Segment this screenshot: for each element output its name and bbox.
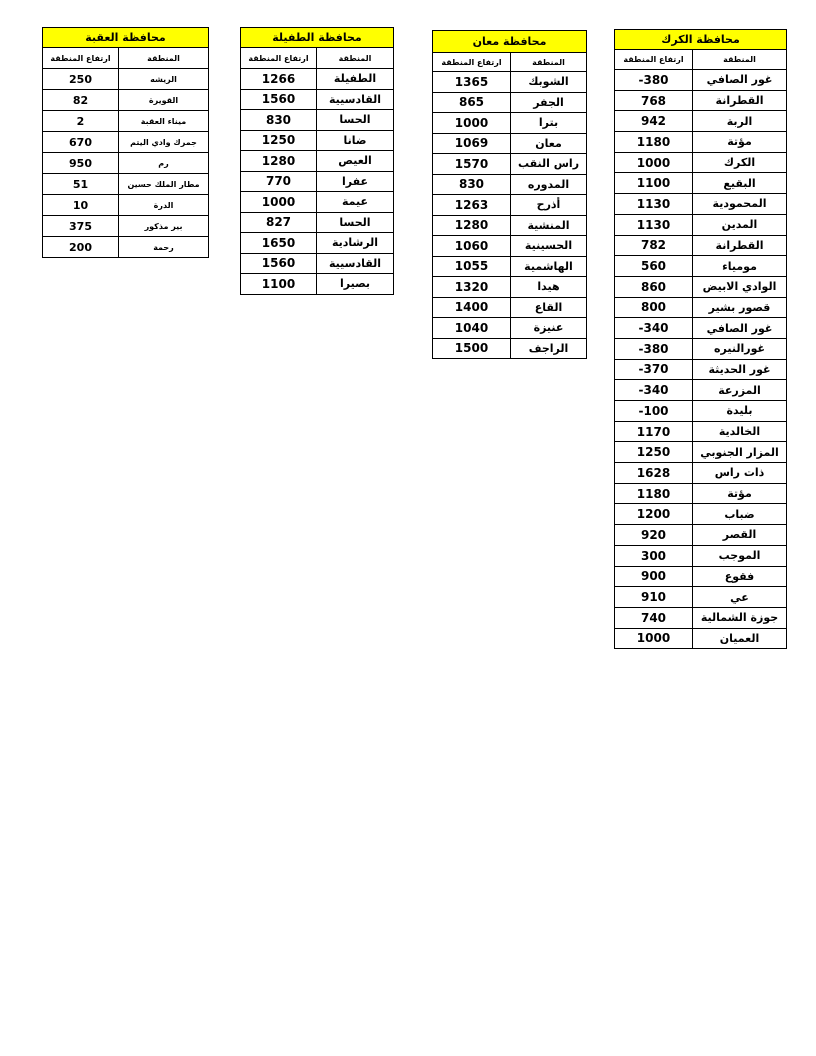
aqaba-title: محافظة العقبة (43, 28, 209, 48)
area-cell: الحسا (317, 212, 394, 233)
area-cell: الدرة (119, 195, 209, 216)
maan-title: محافظة معان (433, 31, 587, 53)
area-cell: الهاشمية (511, 256, 587, 277)
table-row (43, 195, 209, 216)
area-cell: الخالدية (693, 421, 787, 442)
table-row (615, 173, 787, 194)
area-cell: غورالنيره (693, 338, 787, 359)
table-row (433, 256, 587, 277)
table-row (615, 256, 787, 277)
area-cell: رحمة (119, 237, 209, 258)
table-row (615, 380, 787, 401)
area-cell: أذرح (511, 195, 587, 216)
area-cell: القادسيية (317, 89, 394, 110)
maan-elevation-header: ارتفاع المنطقة (433, 53, 511, 72)
area-cell: ذات راس (693, 463, 787, 484)
elevation-cell: -370 (615, 359, 693, 380)
table-row (615, 318, 787, 339)
elevation-cell: 1500 (433, 338, 511, 359)
elevation-cell: 1320 (433, 277, 511, 298)
area-cell: راس النقب (511, 154, 587, 175)
table-row (241, 171, 394, 192)
table-row (433, 133, 587, 154)
table-row (615, 111, 787, 132)
elevation-cell: 782 (615, 235, 693, 256)
elevation-cell: 1200 (615, 504, 693, 525)
elevation-cell: 375 (43, 216, 119, 237)
elevation-cell: 1263 (433, 195, 511, 216)
table-row (615, 235, 787, 256)
maan-table (432, 30, 587, 359)
elevation-cell: 942 (615, 111, 693, 132)
table-row (615, 90, 787, 111)
elevation-cell: 10 (43, 195, 119, 216)
area-cell: عيمة (317, 192, 394, 213)
table-row (433, 215, 587, 236)
area-cell: غور الصافي (693, 318, 787, 339)
elevation-cell: 1365 (433, 72, 511, 93)
karak-elevation-header: ارتفاع المنطقة (615, 50, 693, 70)
area-cell: الشوبك (511, 72, 587, 93)
tafileh-area-header: المنطقة (317, 48, 394, 69)
area-cell: القصر (693, 525, 787, 546)
table-row (43, 90, 209, 111)
elevation-cell: 830 (241, 110, 317, 131)
table-row (615, 194, 787, 215)
elevation-cell: 82 (43, 90, 119, 111)
karak-table (614, 29, 787, 649)
elevation-cell: 560 (615, 256, 693, 277)
table-row (615, 421, 787, 442)
area-cell: القطرانة (693, 235, 787, 256)
table-row (433, 72, 587, 93)
table-row (241, 233, 394, 254)
elevation-cell: -340 (615, 318, 693, 339)
area-cell: القادسيية (317, 253, 394, 274)
elevation-cell: 1069 (433, 133, 511, 154)
elevation-cell: 300 (615, 545, 693, 566)
elevation-cell: 1170 (615, 421, 693, 442)
elevation-cell: 1055 (433, 256, 511, 277)
elevation-cell: -380 (615, 338, 693, 359)
area-cell: مؤتة (693, 132, 787, 153)
table-row (615, 566, 787, 587)
aqaba-elevation-header: ارتفاع المنطقة (43, 48, 119, 69)
area-cell: غور الحديثة (693, 359, 787, 380)
table-row (433, 195, 587, 216)
area-cell: مطار الملك حسين (119, 174, 209, 195)
elevation-cell: 1650 (241, 233, 317, 254)
area-cell: المزار الجنوبي (693, 442, 787, 463)
tafileh-table (240, 27, 394, 295)
table-row (615, 338, 787, 359)
area-cell: جمرك وادي اليتم (119, 132, 209, 153)
tafileh-elevation-header: ارتفاع المنطقة (241, 48, 317, 69)
area-cell: الراجف (511, 338, 587, 359)
area-cell: قصور بشير (693, 297, 787, 318)
elevation-cell: 860 (615, 276, 693, 297)
area-cell: الريشه (119, 69, 209, 90)
table-row (615, 525, 787, 546)
elevation-cell: 250 (43, 69, 119, 90)
elevation-cell: 1100 (615, 173, 693, 194)
tafileh-title: محافظة الطفيلة (241, 28, 394, 48)
table-row (241, 253, 394, 274)
area-cell: بترا (511, 113, 587, 134)
area-cell: بصيرا (317, 274, 394, 295)
table-row (615, 442, 787, 463)
elevation-cell: -340 (615, 380, 693, 401)
table-row (433, 113, 587, 134)
table-row (615, 132, 787, 153)
elevation-cell: 1250 (241, 130, 317, 151)
table-row (433, 277, 587, 298)
table-row (241, 130, 394, 151)
area-cell: المحمودية (693, 194, 787, 215)
table-row (241, 274, 394, 295)
table-row (43, 69, 209, 90)
elevation-cell: 1280 (241, 151, 317, 172)
karak-title: محافظة الكرك (615, 30, 787, 50)
elevation-cell: -380 (615, 70, 693, 91)
elevation-cell: 1130 (615, 194, 693, 215)
elevation-cell: 2 (43, 111, 119, 132)
table-row (433, 92, 587, 113)
elevation-cell: 865 (433, 92, 511, 113)
elevation-cell: 1280 (433, 215, 511, 236)
table-row (615, 152, 787, 173)
elevation-cell: 1400 (433, 297, 511, 318)
karak-area-header: المنطقة (693, 50, 787, 70)
area-cell: الحسا (317, 110, 394, 131)
elevation-cell: 740 (615, 607, 693, 628)
elevation-cell: 1266 (241, 69, 317, 90)
elevation-cell: 51 (43, 174, 119, 195)
elevation-cell: 900 (615, 566, 693, 587)
table-row (433, 154, 587, 175)
area-cell: ضباب (693, 504, 787, 525)
area-cell: القويرة (119, 90, 209, 111)
elevation-cell: 770 (241, 171, 317, 192)
elevation-cell: -100 (615, 401, 693, 422)
elevation-cell: 920 (615, 525, 693, 546)
elevation-cell: 200 (43, 237, 119, 258)
area-cell: العميان (693, 628, 787, 649)
table-row (241, 89, 394, 110)
area-cell: الموجب (693, 545, 787, 566)
elevation-cell: 910 (615, 587, 693, 608)
table-row (615, 70, 787, 91)
table-row (43, 174, 209, 195)
table-row (43, 237, 209, 258)
table-row (615, 401, 787, 422)
area-cell: معان (511, 133, 587, 154)
area-cell: المنشية (511, 215, 587, 236)
elevation-cell: 1250 (615, 442, 693, 463)
elevation-cell: 670 (43, 132, 119, 153)
area-cell: مومياء (693, 256, 787, 277)
area-cell: الجفر (511, 92, 587, 113)
elevation-cell: 1570 (433, 154, 511, 175)
area-cell: ميناء العقبة (119, 111, 209, 132)
elevation-cell: 1000 (615, 152, 693, 173)
table-row (615, 359, 787, 380)
elevation-cell: 1180 (615, 483, 693, 504)
elevation-cell: 827 (241, 212, 317, 233)
area-cell: عفرا (317, 171, 394, 192)
table-row (241, 212, 394, 233)
area-cell: بير مذكور (119, 216, 209, 237)
area-cell: عي (693, 587, 787, 608)
elevation-cell: 1100 (241, 274, 317, 295)
table-row (43, 216, 209, 237)
area-cell: الكرك (693, 152, 787, 173)
elevation-cell: 1000 (241, 192, 317, 213)
area-cell: رم (119, 153, 209, 174)
elevation-cell: 768 (615, 90, 693, 111)
table-row (615, 214, 787, 235)
area-cell: القطرانة (693, 90, 787, 111)
area-cell: بليدة (693, 401, 787, 422)
elevation-cell: 1130 (615, 214, 693, 235)
area-cell: فقوع (693, 566, 787, 587)
aqaba-table (42, 27, 209, 258)
table-row (615, 587, 787, 608)
area-cell: المدين (693, 214, 787, 235)
area-cell: ضانا (317, 130, 394, 151)
table-row (433, 297, 587, 318)
table-row (615, 463, 787, 484)
elevation-cell: 1000 (615, 628, 693, 649)
table-row (615, 504, 787, 525)
area-cell: القاع (511, 297, 587, 318)
elevation-cell: 950 (43, 153, 119, 174)
area-cell: مؤتة (693, 483, 787, 504)
maan-area-header: المنطقة (511, 53, 587, 72)
table-row (241, 69, 394, 90)
area-cell: الرشادية (317, 233, 394, 254)
table-row (615, 607, 787, 628)
aqaba-area-header: المنطقة (119, 48, 209, 69)
table-row (241, 151, 394, 172)
table-row (433, 174, 587, 195)
area-cell: الوادي الابيض (693, 276, 787, 297)
elevation-cell: 1000 (433, 113, 511, 134)
elevation-cell: 1560 (241, 253, 317, 274)
area-cell: العيص (317, 151, 394, 172)
table-row (615, 276, 787, 297)
area-cell: غور الصافي (693, 70, 787, 91)
elevation-cell: 1628 (615, 463, 693, 484)
table-row (433, 318, 587, 339)
elevation-cell: 1040 (433, 318, 511, 339)
elevation-cell: 800 (615, 297, 693, 318)
elevation-cell: 1180 (615, 132, 693, 153)
elevation-cell: 830 (433, 174, 511, 195)
area-cell: المدوره (511, 174, 587, 195)
table-row (43, 153, 209, 174)
area-cell: البقيع (693, 173, 787, 194)
table-row (615, 297, 787, 318)
table-row (615, 483, 787, 504)
area-cell: المزرعة (693, 380, 787, 401)
table-row (43, 132, 209, 153)
area-cell: الطفيلة (317, 69, 394, 90)
area-cell: هيدا (511, 277, 587, 298)
table-row (615, 628, 787, 649)
elevation-cell: 1060 (433, 236, 511, 257)
table-row (241, 110, 394, 131)
area-cell: الحسينية (511, 236, 587, 257)
table-row (43, 111, 209, 132)
area-cell: جوزة الشمالية (693, 607, 787, 628)
table-row (615, 545, 787, 566)
table-row (433, 236, 587, 257)
table-row (433, 338, 587, 359)
table-row (241, 192, 394, 213)
elevation-cell: 1560 (241, 89, 317, 110)
area-cell: الربة (693, 111, 787, 132)
area-cell: عنيزة (511, 318, 587, 339)
